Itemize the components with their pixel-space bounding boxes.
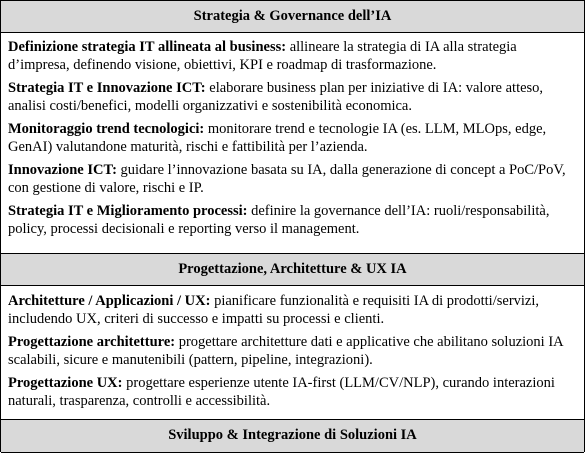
item-text: allineare la strategia di IA alla strategia d’impresa, definendo visione, obiettivi, KPI e roadmap di trasformazione. xyxy=(8,39,517,73)
list-item xyxy=(8,202,580,238)
list-item xyxy=(8,161,580,197)
item-title: Progettazione architetture: xyxy=(8,334,176,350)
item-text: progettare architetture dati e applicative che abilitano soluzioni IA scalabili, sicure e manutenibili (pattern, pipeline, integrazioni). xyxy=(8,334,563,368)
list-item xyxy=(8,38,580,74)
list-item xyxy=(8,333,580,369)
item-title: Progettazione UX: xyxy=(8,375,123,391)
item-title: Definizione strategia IT allineata al business: xyxy=(8,39,287,55)
item-title: Architetture / Applicazioni / UX: xyxy=(8,293,211,309)
list-item xyxy=(8,292,580,328)
list-item xyxy=(8,120,580,156)
item-text: pianificare funzionalità e requisiti IA di prodotti/servizi, includendo UX, criteri di successo e impatti su processi e clienti. xyxy=(8,293,540,327)
item-title: Monitoraggio trend tecnologici: xyxy=(8,121,205,137)
item-title: Strategia IT e Innovazione ICT: xyxy=(8,80,206,96)
section-header-design: Progettazione, Architetture & UX IA xyxy=(1,253,584,286)
item-text: definire la governance dell’IA: ruoli/responsabilità, policy, processi decisionali e reporting verso il management. xyxy=(8,203,550,237)
item-title: Innovazione ICT: xyxy=(8,162,117,178)
item-title: Strategia IT e Miglioramento processi: xyxy=(8,203,248,219)
list-item xyxy=(8,374,580,410)
item-text: guidare l’innovazione basata su IA, dalla generazione di concept a PoC/PoV, con gestione di valore, rischi e IP. xyxy=(8,162,566,196)
section-header-development: Sviluppo & Integrazione di Soluzioni IA xyxy=(1,419,584,453)
item-text: progettare esperienze utente IA-first (LLM/CV/NLP), curando interazioni naturali, trasparenza, controlli e accessibilità. xyxy=(8,375,555,409)
list-item xyxy=(8,79,580,115)
strategy-items xyxy=(8,38,580,243)
item-text: elaborare business plan per iniziative di IA: valore atteso, analisi costi/benefici, modelli organizzativi e sostenibilità economica. xyxy=(8,80,544,114)
section-header-strategy: Strategia & Governance dell’IA xyxy=(1,0,584,33)
design-items xyxy=(8,292,580,415)
item-text: monitorare trend e tecnologie IA (es. LLM, MLOps, edge, GenAI) valutandone maturità, rischi e fattibilità per l’azienda. xyxy=(8,121,547,155)
